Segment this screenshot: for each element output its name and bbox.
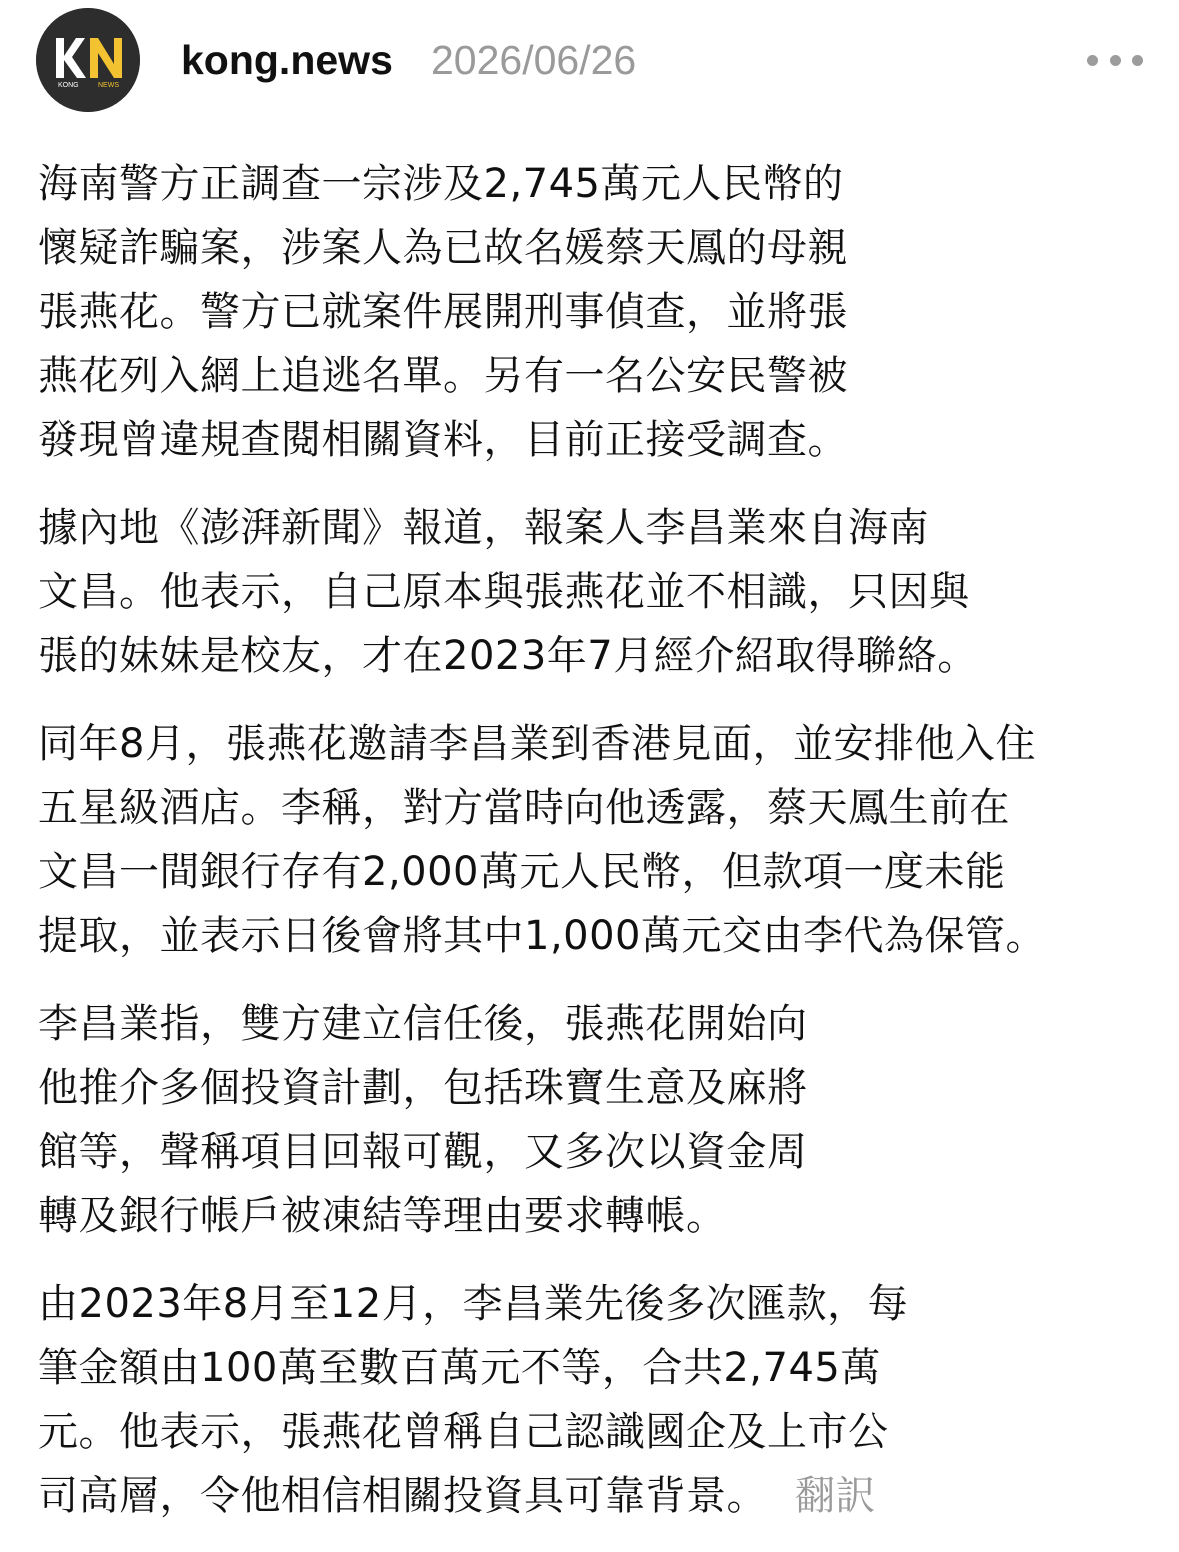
text-line: 發現曾違規查閱相關資料，目前正接受調查。 — [38, 417, 848, 463]
logo-sub-left: KONG — [58, 82, 79, 89]
more-dot — [1110, 55, 1121, 66]
post-header — [36, 8, 1143, 112]
text-line: 李昌業指，雙方建立信任後，張燕花開始向 — [38, 1001, 808, 1047]
text-line-last — [38, 1464, 1148, 1528]
text-line: 據內地《澎湃新聞》報道，報案人李昌業來自海南 — [38, 505, 929, 551]
text-line: 提取，並表示日後會將其中1,000萬元交由李代為保管。 — [38, 913, 1047, 959]
text-line: 元。他表示，張燕花曾稱自己認識國企及上市公 — [38, 1409, 889, 1455]
kong-news-logo-icon — [36, 8, 140, 112]
text-line: 懷疑詐騙案，涉案人為已故名媛蔡天鳳的母親 — [38, 225, 848, 271]
post-body — [38, 152, 1148, 1552]
text-line: 筆金額由100萬至數百萬元不等，合共2,745萬 — [38, 1345, 881, 1391]
text-line: 轉及銀行帳戶被凍結等理由要求轉帳。 — [38, 1193, 727, 1239]
post-date: 2026/06/26 — [431, 37, 637, 83]
text-line: 文昌一間銀行存有2,000萬元人民幣，但款項一度未能 — [38, 849, 1006, 895]
paragraph-1 — [38, 152, 1148, 472]
logo-sub-right: NEWS — [98, 82, 119, 89]
text-line: 由2023年8月至12月，李昌業先後多次匯款，每 — [38, 1281, 909, 1327]
text-line: 張燕花。警方已就案件展開刑事偵查，並將張 — [38, 289, 848, 335]
text-line-content: 司高層，令他相信相關投資具可靠背景。 — [38, 1473, 767, 1519]
text-line: 燕花列入網上追逃名單。另有一名公安民警被 — [38, 353, 848, 399]
text-line: 館等，聲稱項目回報可觀，又多次以資金周 — [38, 1129, 808, 1175]
paragraph-5 — [38, 1272, 1148, 1528]
text-line: 同年8月，張燕花邀請李昌業到香港見面，並安排他入住 — [38, 721, 1036, 767]
text-line: 文昌。他表示，自己原本與張燕花並不相識，只因與 — [38, 569, 970, 615]
text-line: 海南警方正調查一宗涉及2,745萬元人民幣的 — [38, 161, 844, 207]
more-dot — [1087, 55, 1098, 66]
paragraph-3 — [38, 712, 1148, 968]
text-line: 張的妹妹是校友，才在2023年7月經介紹取得聯絡。 — [38, 633, 978, 679]
more-horizontal-icon[interactable] — [1087, 46, 1143, 74]
paragraph-4 — [38, 992, 1148, 1248]
text-line: 他推介多個投資計劃，包括珠寶生意及麻將 — [38, 1065, 808, 1111]
translate-link[interactable]: 翻訳 — [795, 1473, 876, 1519]
more-dot — [1132, 55, 1143, 66]
username[interactable]: kong.news — [181, 37, 393, 83]
avatar[interactable] — [36, 8, 140, 112]
paragraph-2 — [38, 496, 1148, 688]
text-line: 五星級酒店。李稱，對方當時向他透露，蔡天鳳生前在 — [38, 785, 1010, 831]
